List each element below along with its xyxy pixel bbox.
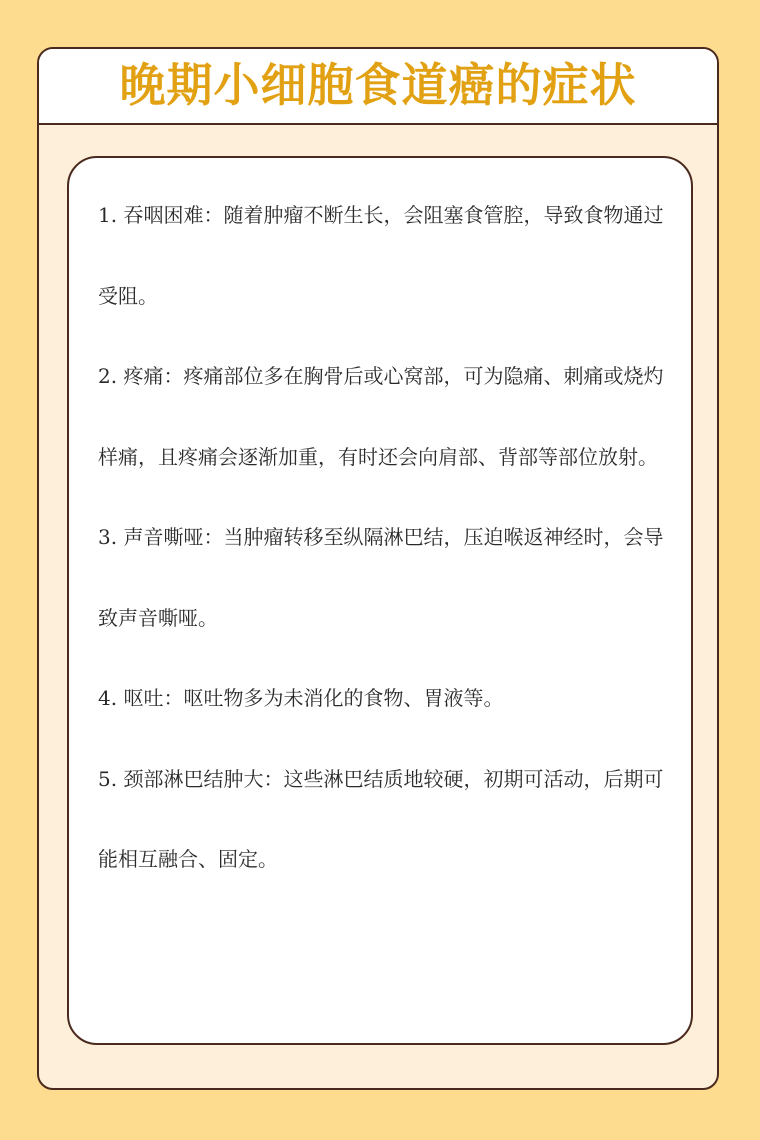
item-number: 4. bbox=[98, 686, 118, 710]
symptom-item-2 bbox=[98, 336, 668, 497]
item-text: 声音嘶哑：当肿瘤转移至纵隔淋巴结，压迫喉返神经时，会导致声音嘶哑。 bbox=[98, 525, 664, 630]
item-number: 3. bbox=[98, 525, 118, 549]
item-number: 1. bbox=[98, 203, 118, 227]
item-text: 疼痛：疼痛部位多在胸骨后或心窝部，可为隐痛、刺痛或烧灼样痛，且疼痛会逐渐加重，有时还会向肩部、背部等部位放射。 bbox=[98, 364, 664, 469]
symptom-item-4 bbox=[98, 658, 668, 739]
item-text: 呕吐：呕吐物多为未消化的食物、胃液等。 bbox=[123, 686, 504, 710]
item-text: 颈部淋巴结肿大：这些淋巴结质地较硬，初期可活动，后期可能相互融合、固定。 bbox=[98, 766, 664, 871]
symptom-list bbox=[98, 175, 668, 900]
item-number: 5. bbox=[98, 766, 118, 791]
symptom-item-1 bbox=[98, 175, 668, 336]
header-band bbox=[39, 49, 717, 125]
page-title: 晚期小细胞食道癌的症状 bbox=[119, 58, 637, 112]
symptom-item-5 bbox=[98, 739, 668, 900]
item-number: 2. bbox=[98, 364, 118, 388]
symptom-item-3 bbox=[98, 497, 668, 658]
content-card bbox=[67, 156, 693, 1045]
item-text: 吞咽困难：随着肿瘤不断生长，会阻塞食管腔，导致食物通过受阻。 bbox=[98, 203, 664, 308]
